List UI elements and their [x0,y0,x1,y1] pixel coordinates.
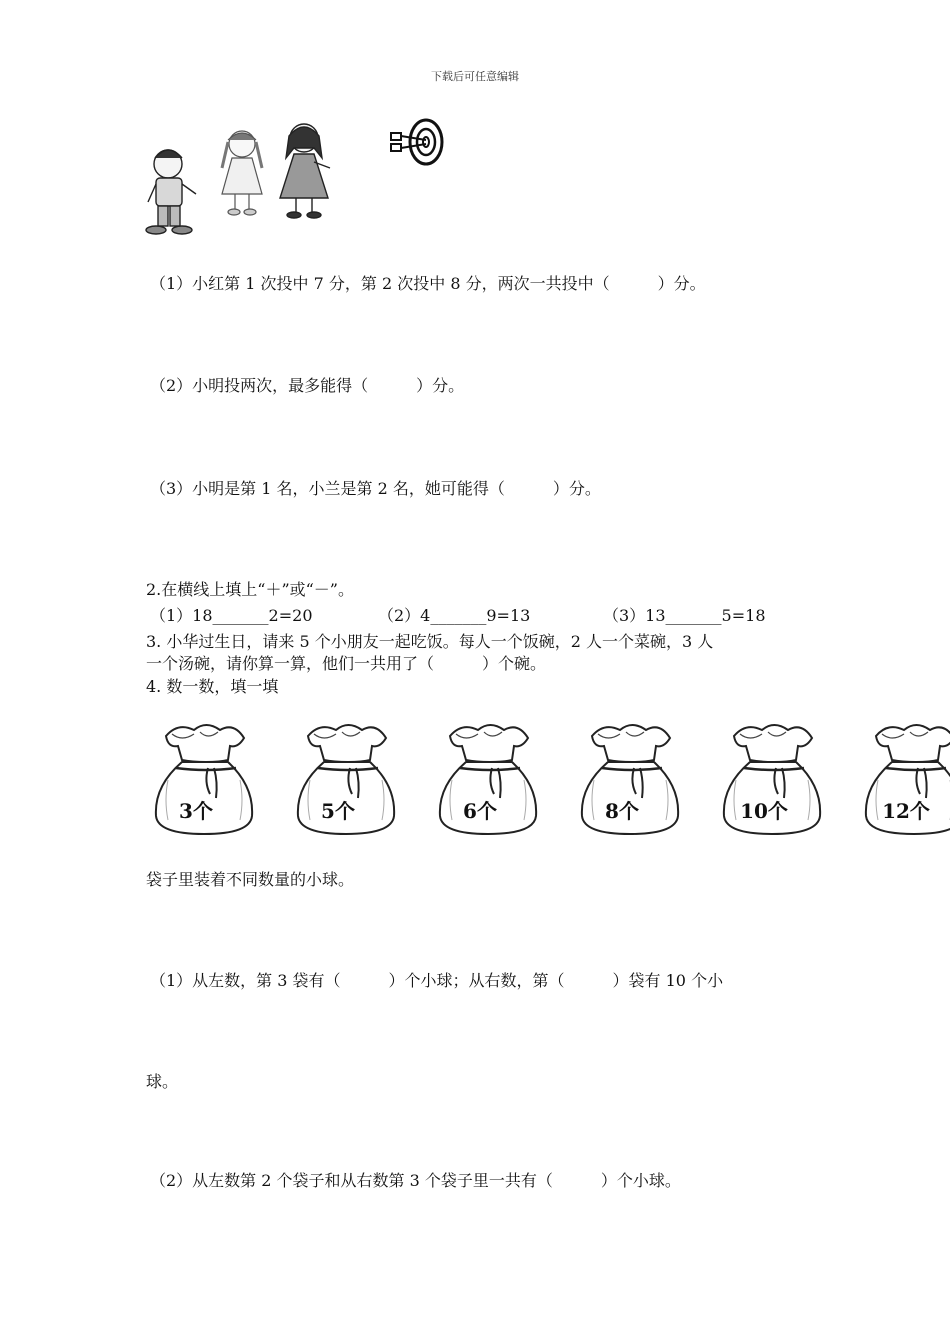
q2-item-3-rest: 5=18 [721,606,766,625]
boy-figure [146,150,196,234]
bags-row [146,718,950,840]
q2-item-2-num: （2）4 [378,606,431,625]
bag-2 [298,725,394,834]
q1-sub1: （1）小红第 1 次投中 7 分，第 2 次投中 8 分，两次一共投中（ ）分。 [150,274,706,293]
q2-item-2 [378,606,530,626]
bag-5 [724,725,820,834]
bag-6-label: 12个 [882,799,930,823]
q2-item-3 [603,606,766,626]
q4-sub1-line1: （1）从左数，第 3 袋有（ ）个小球；从右数，第（ ）袋有 10 个小 [150,971,724,990]
q4-caption: 袋子里装着不同数量的小球。 [146,870,355,889]
q2-item-2-blank[interactable]: _______ [430,606,487,625]
girl-figure-2 [280,124,330,218]
q2-item-1-num: （1）18 [150,606,213,625]
q2-item-3-num: （3）13 [603,606,666,625]
q2-title: 2.在横线上填上“＋”或“－”。 [146,580,354,599]
q4-sub2: （2）从左数第 2 个袋子和从右数第 3 个袋子里一共有（ ）个小球。 [150,1171,681,1190]
q2-item-1 [150,606,313,626]
q2-item-1-rest: 2=20 [268,606,313,625]
bag-1-label: 3个 [179,799,213,823]
q1-sub3: （3）小明是第 1 名，小兰是第 2 名，她可能得（ ）分。 [150,479,601,498]
bag-3-label: 6个 [463,799,497,823]
bag-4-label: 8个 [605,799,639,823]
page-header: 下载后可任意编辑 [431,70,519,83]
q1-sub2: （2）小明投两次，最多能得（ ）分。 [150,376,465,395]
q3-line2: 一个汤碗，请你算一算，他们一共用了（ ）个碗。 [146,654,547,673]
bag-1 [156,725,252,834]
bag-6 [866,725,950,834]
bag-3 [440,725,536,834]
bag-2-label: 5个 [321,799,355,823]
q3-line1: 3. 小华过生日，请来 5 个小朋友一起吃饭。每人一个饭碗，2 人一个菜碗，3 人 [146,632,714,651]
bag-5-label: 10个 [740,799,788,823]
girl-figure-1 [222,131,262,215]
target-with-arrow-icon [391,120,442,164]
q4-title: 4. 数一数，填一填 [146,677,279,696]
q2-item-2-rest: 9=13 [486,606,531,625]
bag-4 [582,725,678,834]
illustration [138,118,458,243]
q4-sub1-line2: 球。 [146,1072,179,1091]
q2-item-1-blank[interactable]: _______ [212,606,269,625]
q2-item-3-blank[interactable]: _______ [665,606,722,625]
